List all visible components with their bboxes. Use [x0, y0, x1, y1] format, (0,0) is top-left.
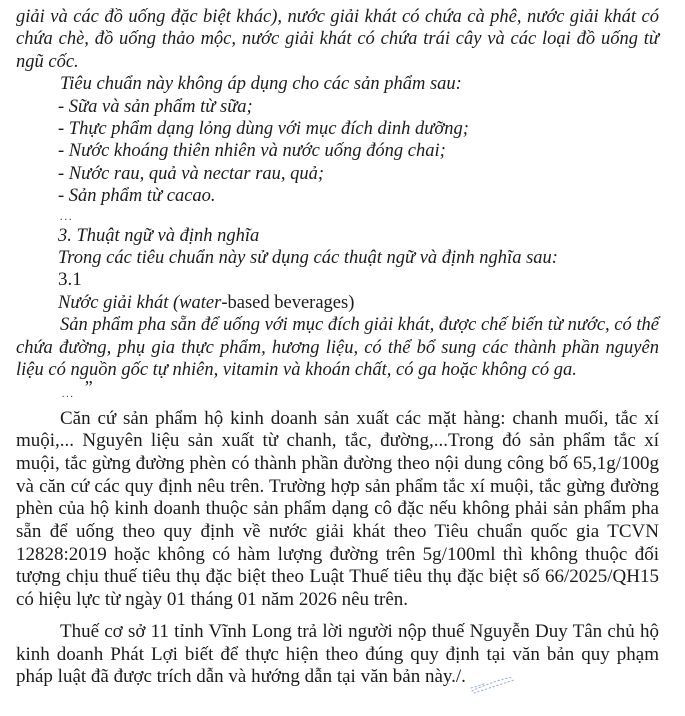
clause-number: 3.1 — [58, 269, 82, 291]
quoted-standard-excerpt — [16, 6, 659, 403]
section-heading: 3. Thuật ngữ và định nghĩa — [58, 225, 260, 246]
ellipsis-marker: ... — [60, 208, 74, 223]
term-definition: Sản phẩm pha sẵn để uống với mục đích giải khát, được chế biến từ nước, có thể chứa đường, phụ gia thực phẩm, hương liệu, có thể bổ sung các thành phần nguyên liệu có nguồn gốc tự nhiên, vitamin và khoán chất, có ga hoặc không có ga. — [16, 315, 659, 381]
quote-opening-paragraph: giải và các đồ uống đặc biệt khác), nước giải khát có chứa cà phê, nước giải khát có chứa chè, đồ uống thảo mộc, nước giải khát có chứa trái cây và các loại đồ uống từ ngũ cốc. — [16, 7, 659, 72]
reply-paragraph-2-text: Thuế cơ sở 11 tỉnh Vĩnh Long trả lời người nộp thuế Nguyễn Duy Tân chủ hộ kinh doanh Phát Lợi biết để thực hiện theo đúng quy định tại văn bản quy phạm pháp luật đã được trích dẫn và hướng dẫn tại văn bản này./. — [16, 620, 659, 688]
excluded-products-list — [16, 96, 659, 208]
quote-scope-line: Tiêu chuẩn này không áp dụng cho các sản phẩm sau: — [60, 74, 462, 95]
list-item: - Sản phẩm từ cacao. — [58, 186, 216, 207]
quote-close-line — [16, 376, 659, 403]
reply-body — [16, 408, 659, 689]
term-vietnamese: Nước giải khát (water — [58, 292, 222, 313]
list-item: - Sữa và sản phẩm từ sữa; — [58, 96, 253, 117]
reply-paragraph-2 — [16, 621, 659, 689]
list-item: - Nước khoáng thiên nhiên và nước uống đóng chai; — [58, 141, 446, 162]
signature-scribble — [468, 675, 520, 695]
term-line — [16, 292, 659, 314]
closing-quote-mark: ” — [84, 376, 93, 397]
ellipsis-marker: ... — [62, 387, 75, 400]
reply-paragraph-1: Căn cứ sản phẩm hộ kinh doanh sản xuất các mặt hàng: chanh muối, tắc xí muội,... Nguyên liệu sản xuất từ chanh, tắc, đường,...Trong đó sản phẩm tắc xí muội, tắc gừng đường phèn có thành phần đường theo nội dung công bố 65,1g/100g và căn cứ các quy định nêu trên. Trường hợp sản phẩm tắc xí muội, tắc gừng đường phèn của hộ kinh doanh thuộc sản phẩm dạng cô đặc nếu không phải sản phẩm pha sẵn để uống theo quy định về nước giải khát theo Tiêu chuẩn quốc gia TCVN 12828:2019 hoặc không có hàm lượng đường trên 5g/100ml thì không thuộc đối tượng chịu thuế tiêu thụ đặc biệt theo Luật Thuế tiêu thụ đặc biệt số 66/2025/QH15 có hiệu lực từ ngày 01 tháng 01 năm 2026 nêu trên. — [16, 407, 659, 611]
list-item: - Nước rau, quả và nectar rau, quả; — [58, 163, 325, 184]
term-english: -based beverages) — [221, 292, 355, 313]
section-intro: Trong các tiêu chuẩn này sử dụng các thuật ngữ và định nghĩa sau: — [58, 248, 558, 269]
list-item: - Thực phẩm dạng lỏng dùng với mục đích dinh dưỡng; — [58, 119, 469, 140]
